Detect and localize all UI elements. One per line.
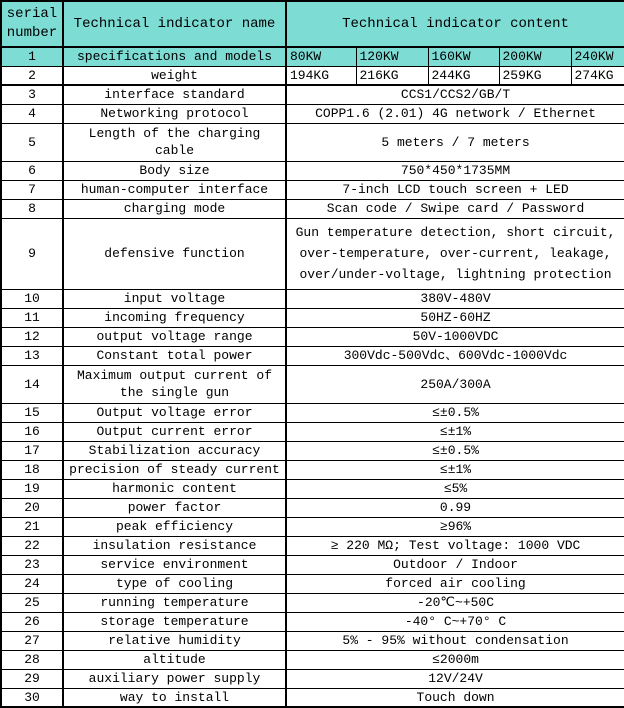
table-row (1, 441, 624, 460)
serial-number-cell: 1 (1, 47, 63, 66)
indicator-name-cell: human-computer interface (63, 180, 286, 199)
table-row (1, 555, 624, 574)
model-value-cell: 216KG (356, 66, 428, 85)
indicator-content-cell: 50V-1000VDC (286, 327, 624, 346)
indicator-content-cell: 750*450*1735MM (286, 161, 624, 180)
indicator-content-cell: ≤±0.5% (286, 441, 624, 460)
table-row (1, 308, 624, 327)
indicator-name-cell: relative humidity (63, 631, 286, 650)
indicator-content-cell: 50HZ-60HZ (286, 308, 624, 327)
serial-number-cell: 26 (1, 612, 63, 631)
indicator-content-cell: -40° C~+70° C (286, 612, 624, 631)
indicator-name-cell: harmonic content (63, 479, 286, 498)
indicator-content-cell: 7-inch LCD touch screen + LED (286, 180, 624, 199)
serial-number-cell: 9 (1, 218, 63, 289)
table-row (1, 47, 624, 66)
indicator-name-cell: service environment (63, 555, 286, 574)
indicator-name-cell: Maximum output current of the single gun (63, 365, 286, 403)
model-value-cell: 200KW (499, 47, 571, 66)
indicator-name-cell: precision of steady current (63, 460, 286, 479)
table-row (1, 460, 624, 479)
model-value-cell: 244KG (428, 66, 499, 85)
indicator-name-cell: way to install (63, 688, 286, 707)
indicator-name-cell: auxiliary power supply (63, 669, 286, 688)
indicator-content-cell: ≤±1% (286, 460, 624, 479)
indicator-content-cell: 0.99 (286, 498, 624, 517)
table-row (1, 612, 624, 631)
serial-number-cell: 7 (1, 180, 63, 199)
serial-number-cell: 16 (1, 422, 63, 441)
serial-number-cell: 2 (1, 66, 63, 85)
serial-number-cell: 18 (1, 460, 63, 479)
serial-number-cell: 13 (1, 346, 63, 365)
table-row (1, 479, 624, 498)
table-row (1, 688, 624, 707)
indicator-name-cell: charging mode (63, 199, 286, 218)
model-value-cell: 80KW (286, 47, 356, 66)
header-serial-number: serial number (1, 1, 63, 47)
indicator-name-cell: altitude (63, 650, 286, 669)
indicator-content-cell: ≥96% (286, 517, 624, 536)
serial-number-cell: 8 (1, 199, 63, 218)
indicator-content-cell: 5% - 95% without condensation (286, 631, 624, 650)
table-row (1, 669, 624, 688)
table-row (1, 85, 624, 104)
serial-number-cell: 19 (1, 479, 63, 498)
serial-number-cell: 11 (1, 308, 63, 327)
table-row (1, 289, 624, 308)
indicator-name-cell: Constant total power (63, 346, 286, 365)
indicator-content-cell: CCS1/CCS2/GB/T (286, 85, 624, 104)
serial-number-cell: 25 (1, 593, 63, 612)
header-indicator-name: Technical indicator name (63, 1, 286, 47)
indicator-content-cell: 300Vdc-500Vdc、600Vdc-1000Vdc (286, 346, 624, 365)
serial-number-cell: 27 (1, 631, 63, 650)
serial-number-cell: 23 (1, 555, 63, 574)
serial-number-cell: 10 (1, 289, 63, 308)
table-header (1, 1, 624, 47)
indicator-name-cell: Networking protocol (63, 104, 286, 123)
serial-number-cell: 12 (1, 327, 63, 346)
table-row (1, 346, 624, 365)
serial-number-cell: 24 (1, 574, 63, 593)
serial-number-cell: 3 (1, 85, 63, 104)
table-row (1, 218, 624, 289)
indicator-content-cell: ≤±0.5% (286, 403, 624, 422)
table-row (1, 327, 624, 346)
model-value-cell: 160KW (428, 47, 499, 66)
model-value-cell: 240KW (571, 47, 624, 66)
header-indicator-content: Technical indicator content (286, 1, 624, 47)
model-value-cell: 259KG (499, 66, 571, 85)
indicator-name-cell: output voltage range (63, 327, 286, 346)
indicator-name-cell: input voltage (63, 289, 286, 308)
table-row (1, 498, 624, 517)
indicator-content-cell: ≤5% (286, 479, 624, 498)
serial-number-cell: 29 (1, 669, 63, 688)
model-value-cell: 274KG (571, 66, 624, 85)
serial-number-cell: 21 (1, 517, 63, 536)
indicator-name-cell: defensive function (63, 218, 286, 289)
indicator-content-cell: forced air cooling (286, 574, 624, 593)
table-row (1, 199, 624, 218)
indicator-name-cell: Stabilization accuracy (63, 441, 286, 460)
table-row (1, 403, 624, 422)
serial-number-cell: 30 (1, 688, 63, 707)
indicator-content-cell: 5 meters / 7 meters (286, 123, 624, 161)
table-row (1, 365, 624, 403)
indicator-name-cell: Output current error (63, 422, 286, 441)
serial-number-cell: 15 (1, 403, 63, 422)
table-row (1, 180, 624, 199)
indicator-name-cell: type of cooling (63, 574, 286, 593)
table-row (1, 517, 624, 536)
indicator-name-cell: insulation resistance (63, 536, 286, 555)
table-row (1, 104, 624, 123)
table-row (1, 123, 624, 161)
indicator-content-cell: Gun temperature detection, short circuit, over-temperature, over-current, leakage, over/under-voltage, lightning protection (286, 218, 624, 289)
table-row (1, 161, 624, 180)
indicator-content-cell: ≥ 220 MΩ; Test voltage: 1000 VDC (286, 536, 624, 555)
serial-number-cell: 6 (1, 161, 63, 180)
indicator-content-cell: ≤2000m (286, 650, 624, 669)
indicator-name-cell: power factor (63, 498, 286, 517)
indicator-name-cell: peak efficiency (63, 517, 286, 536)
model-value-cell: 194KG (286, 66, 356, 85)
indicator-name-cell: running temperature (63, 593, 286, 612)
indicator-content-cell: COPP1.6 (2.01) 4G network / Ethernet (286, 104, 624, 123)
indicator-content-cell: ≤±1% (286, 422, 624, 441)
serial-number-cell: 17 (1, 441, 63, 460)
serial-number-cell: 22 (1, 536, 63, 555)
indicator-content-cell: Touch down (286, 688, 624, 707)
indicator-name-cell: weight (63, 66, 286, 85)
indicator-content-cell: -20℃~+50C (286, 593, 624, 612)
serial-number-cell: 20 (1, 498, 63, 517)
indicator-name-cell: interface standard (63, 85, 286, 104)
indicator-name-cell: Length of the charging cable (63, 123, 286, 161)
serial-number-cell: 28 (1, 650, 63, 669)
indicator-name-cell: specifications and models (63, 47, 286, 66)
indicator-content-cell: Outdoor / Indoor (286, 555, 624, 574)
table-row (1, 66, 624, 85)
indicator-name-cell: Output voltage error (63, 403, 286, 422)
table-row (1, 536, 624, 555)
indicator-content-cell: 12V/24V (286, 669, 624, 688)
indicator-name-cell: Body size (63, 161, 286, 180)
serial-number-cell: 14 (1, 365, 63, 403)
indicator-name-cell: storage temperature (63, 612, 286, 631)
table-row (1, 593, 624, 612)
spec-table-body (1, 47, 624, 707)
model-value-cell: 120KW (356, 47, 428, 66)
table-row (1, 631, 624, 650)
table-row (1, 650, 624, 669)
indicator-content-cell: 250A/300A (286, 365, 624, 403)
indicator-content-cell: Scan code / Swipe card / Password (286, 199, 624, 218)
serial-number-cell: 5 (1, 123, 63, 161)
table-row (1, 574, 624, 593)
table-row (1, 422, 624, 441)
indicator-name-cell: incoming frequency (63, 308, 286, 327)
indicator-content-cell: 380V-480V (286, 289, 624, 308)
serial-number-cell: 4 (1, 104, 63, 123)
header-row (1, 1, 624, 47)
